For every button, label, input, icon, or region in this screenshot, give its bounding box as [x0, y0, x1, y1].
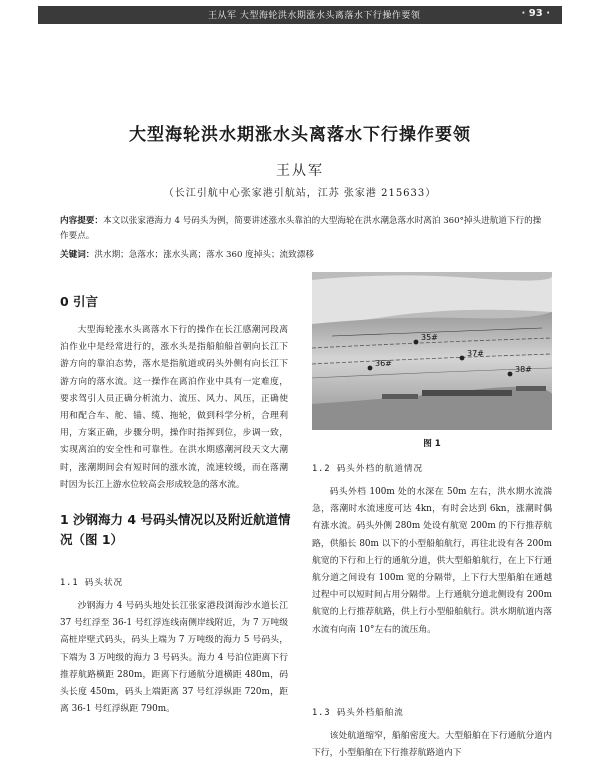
- figure-1-caption: 图 1: [423, 439, 441, 449]
- buoy-label: 37#: [467, 349, 484, 358]
- paper-title: 大型海轮洪水期涨水头离落水下行操作要领: [129, 125, 471, 145]
- abstract: [60, 214, 544, 244]
- running-header: [38, 6, 562, 24]
- buoy-label: 38#: [515, 365, 532, 374]
- keywords-label: 关键词：: [60, 250, 95, 260]
- section-1-1-paragraph: 沙钢海力 4 号码头地处长江张家港段浏海沙水道长江 37 号红浮至 36-1 号红浮连线南侧岸线附近，为 7 万吨级高桩岸壁式码头，码头上端为 7 万吨级的海力 5 号码头，下端为 3 万吨级的海力 3 号码头。海力 4 号泊位距离下行推荐航路横距 280m，距离下行通航分道横距 480m，码头长度 450m，码头上端距离 37 号红浮纵距 720m，距离 36-1 号红浮纵距 790m。: [60, 601, 288, 715]
- section-1-2-heading: 1.2 码头外档的航道情况: [312, 464, 424, 474]
- running-title: 王从军 大型海轮洪水期涨水头离落水下行操作要领: [208, 11, 421, 21]
- section-1-3-heading: 1.3 码头外档船舶流: [312, 708, 404, 718]
- figure-1-river-map: [312, 272, 552, 430]
- page-number: · 93 ·: [521, 8, 550, 19]
- river-map-graphic: [312, 272, 552, 430]
- abstract-label: 内容提要：: [60, 216, 103, 226]
- section-1-heading: 1 沙钢海力 4 号码头情况以及附近航道情况（图 1）: [60, 512, 291, 547]
- paper-author: 王从军: [276, 163, 324, 179]
- keywords: [60, 248, 544, 263]
- buoy-marker: [414, 340, 419, 345]
- abstract-text: 本文以张家港海力 4 号码头为例，简要讲述涨水头靠泊的大型海轮在洪水潮急落水时离泊 360°掉头进航道下行的操作要点。: [60, 216, 542, 241]
- wharf-haili-5: [516, 386, 546, 391]
- keywords-text: 洪水期；急落水；涨水头离；落水 360 度掉头；流致漂移: [94, 250, 314, 260]
- buoy-marker: [508, 372, 513, 377]
- section-0-heading: 0 引言: [60, 294, 99, 309]
- buoy-marker: [460, 356, 465, 361]
- buoy-marker: [368, 366, 373, 371]
- buoy-label: 36#: [375, 359, 392, 368]
- section-1-1-heading: 1.1 码头状况: [60, 578, 124, 588]
- paper-affiliation: （长江引航中心张家港引航站，江苏 张家港 215633）: [163, 188, 437, 199]
- section-1-2-paragraph: 码头外档 100m 处的水深在 50m 左右，洪水期水流湍急，落潮时水流速度可达 4kn，有时会达到 6kn，涨潮时偶有涨水流。码头外侧 280m 处设有航宽 200m 的下行推荐航路，供船长 80m 以下的小型船舶航行，再往北设有各 200m 航宽的下行和上行的通航分道，供大型船舶航行，在上下行通航分道之间设有 100m 宽的分隔带，上下行大型船舶在通越过程中可以短时间占用分隔带。上行通航分道北侧设有 200m 航宽的上行推荐航路，供上行小型船舶航行。洪水期航道内落水流有向南 10°左右的流压角。: [312, 487, 552, 635]
- section-1-3-paragraph: 该处航道缩窄，船舶密度大。大型船舶在下行通航分道内下行，小型船舶在下行推荐航路道内下: [312, 731, 552, 759]
- section-0-paragraph: 大型海轮涨水头离落水下行的操作在长江感潮河段离泊作业中是经常进行的，涨水头是指船舶船首朝向长江下游方向的靠泊态势，落水是指航道或码头外侧有向长江下游方向的落水流。这一操作在离泊作业中具有一定难度，要求驾引人员正确分析流力、流压、风力、风压，正确使用和配合车、舵、锚、缆、拖轮，做到科学分析，合理利用，方案正确，步骤分明，操作时指挥到位，步调一致，实现离泊的安全性和可靠性。在洪水期感潮河段天文大潮时，涨潮期间会有短时间的涨水流，流速较缓，而在落潮时因为长江上游水位较高会形成较急的落水流。: [60, 325, 288, 490]
- buoy-label: 35#: [421, 333, 438, 342]
- wharf-haili-4: [422, 390, 512, 396]
- wharf-haili-3: [382, 394, 418, 399]
